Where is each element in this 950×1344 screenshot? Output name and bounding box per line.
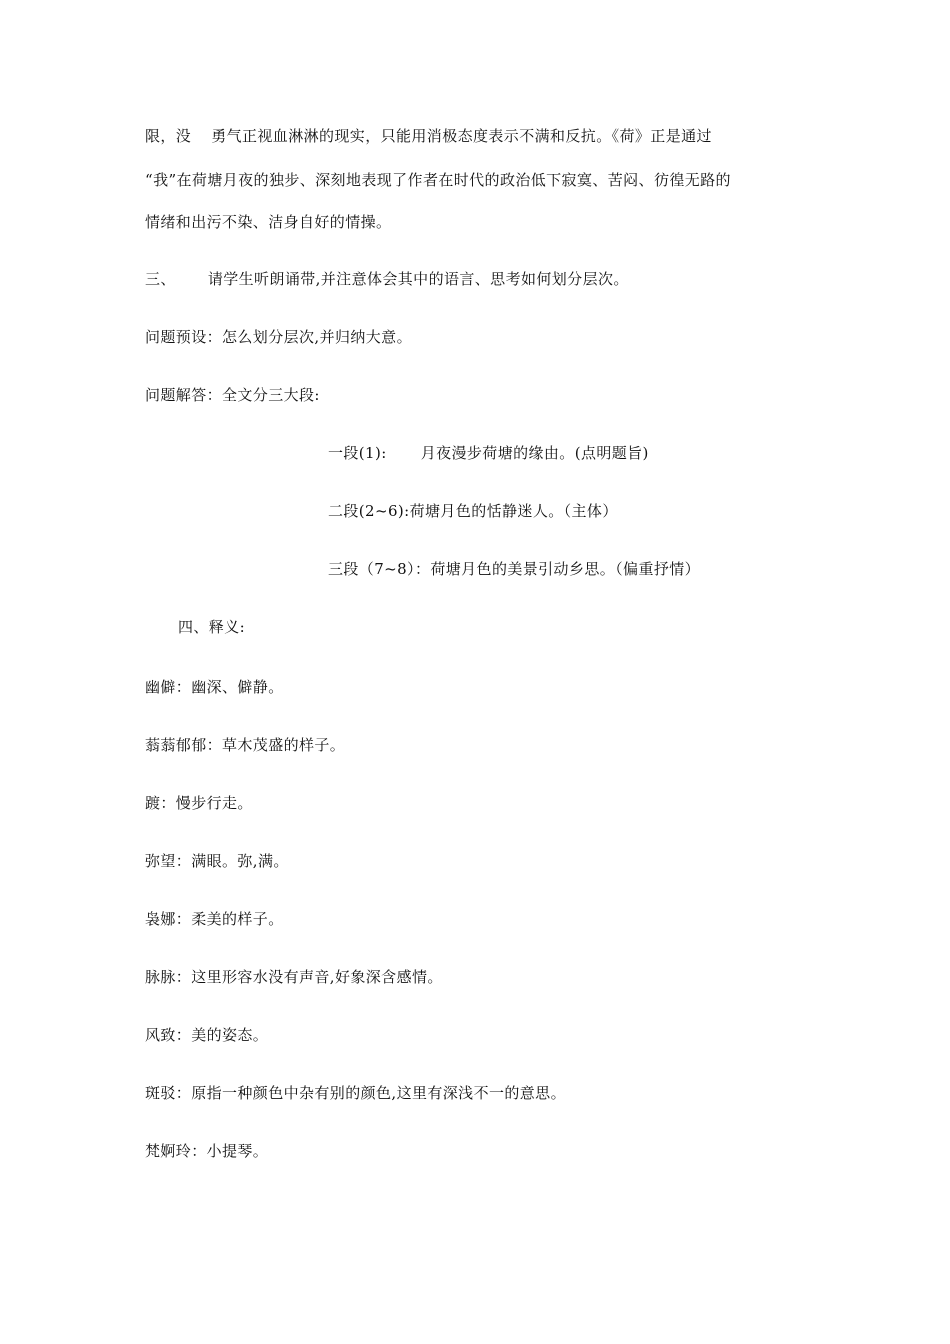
answer-intro: 问题解答：全文分三大段: (145, 386, 320, 404)
answer-part-1-label: 一段(1): (328, 444, 387, 462)
question-preset: 问题预设：怎么划分层次,并归纳大意。 (145, 328, 412, 346)
answer-part-2: 二段(2~6):荷塘月色的恬静迷人。（主体） (328, 502, 618, 520)
section-3-number: 三、 (145, 270, 176, 288)
glossary-item: 幽僻：幽深、僻静。 (145, 678, 284, 696)
glossary-item: 蓊蓊郁郁：草木茂盛的样子。 (145, 736, 346, 754)
section-4-heading: 四、释义: (178, 618, 246, 636)
glossary-item: 斑驳：原指一种颜色中杂有别的颜色,这里有深浅不一的意思。 (145, 1084, 566, 1102)
glossary-item: 风致：美的姿态。 (145, 1026, 269, 1044)
answer-part-3: 三段（7~8）：荷塘月色的美景引动乡思。（偏重抒情） (328, 560, 701, 578)
intro-line-1-start: 限，没 (145, 127, 192, 145)
glossary-item: 袅娜：柔美的样子。 (145, 910, 284, 928)
glossary-item: 弥望：满眼。弥,满。 (145, 852, 289, 870)
intro-line-2: “我”在荷塘月夜的独步、深刻地表现了作者在时代的政治低下寂寞、苦闷、彷徨无路的 (145, 171, 731, 189)
intro-line-3: 情绪和出污不染、洁身自好的情操。 (145, 213, 392, 231)
intro-line-1-end: 勇气正视血淋淋的现实，只能用消极态度表示不满和反抗。《荷》正是通过 (211, 127, 712, 145)
section-3-text: 请学生听朗诵带,并注意体会其中的语言、思考如何划分层次。 (207, 270, 629, 288)
section-3 (145, 269, 629, 289)
glossary-item: 踱：慢步行走。 (145, 794, 253, 812)
answer-part-1 (328, 443, 649, 463)
intro-line-1 (145, 126, 712, 146)
glossary-item: 脉脉：这里形容水没有声音,好象深含感情。 (145, 968, 443, 986)
glossary-item: 梵婀玲：小提琴。 (145, 1142, 269, 1160)
answer-part-1-text: 月夜漫步荷塘的缘由。(点明题旨) (420, 444, 649, 462)
